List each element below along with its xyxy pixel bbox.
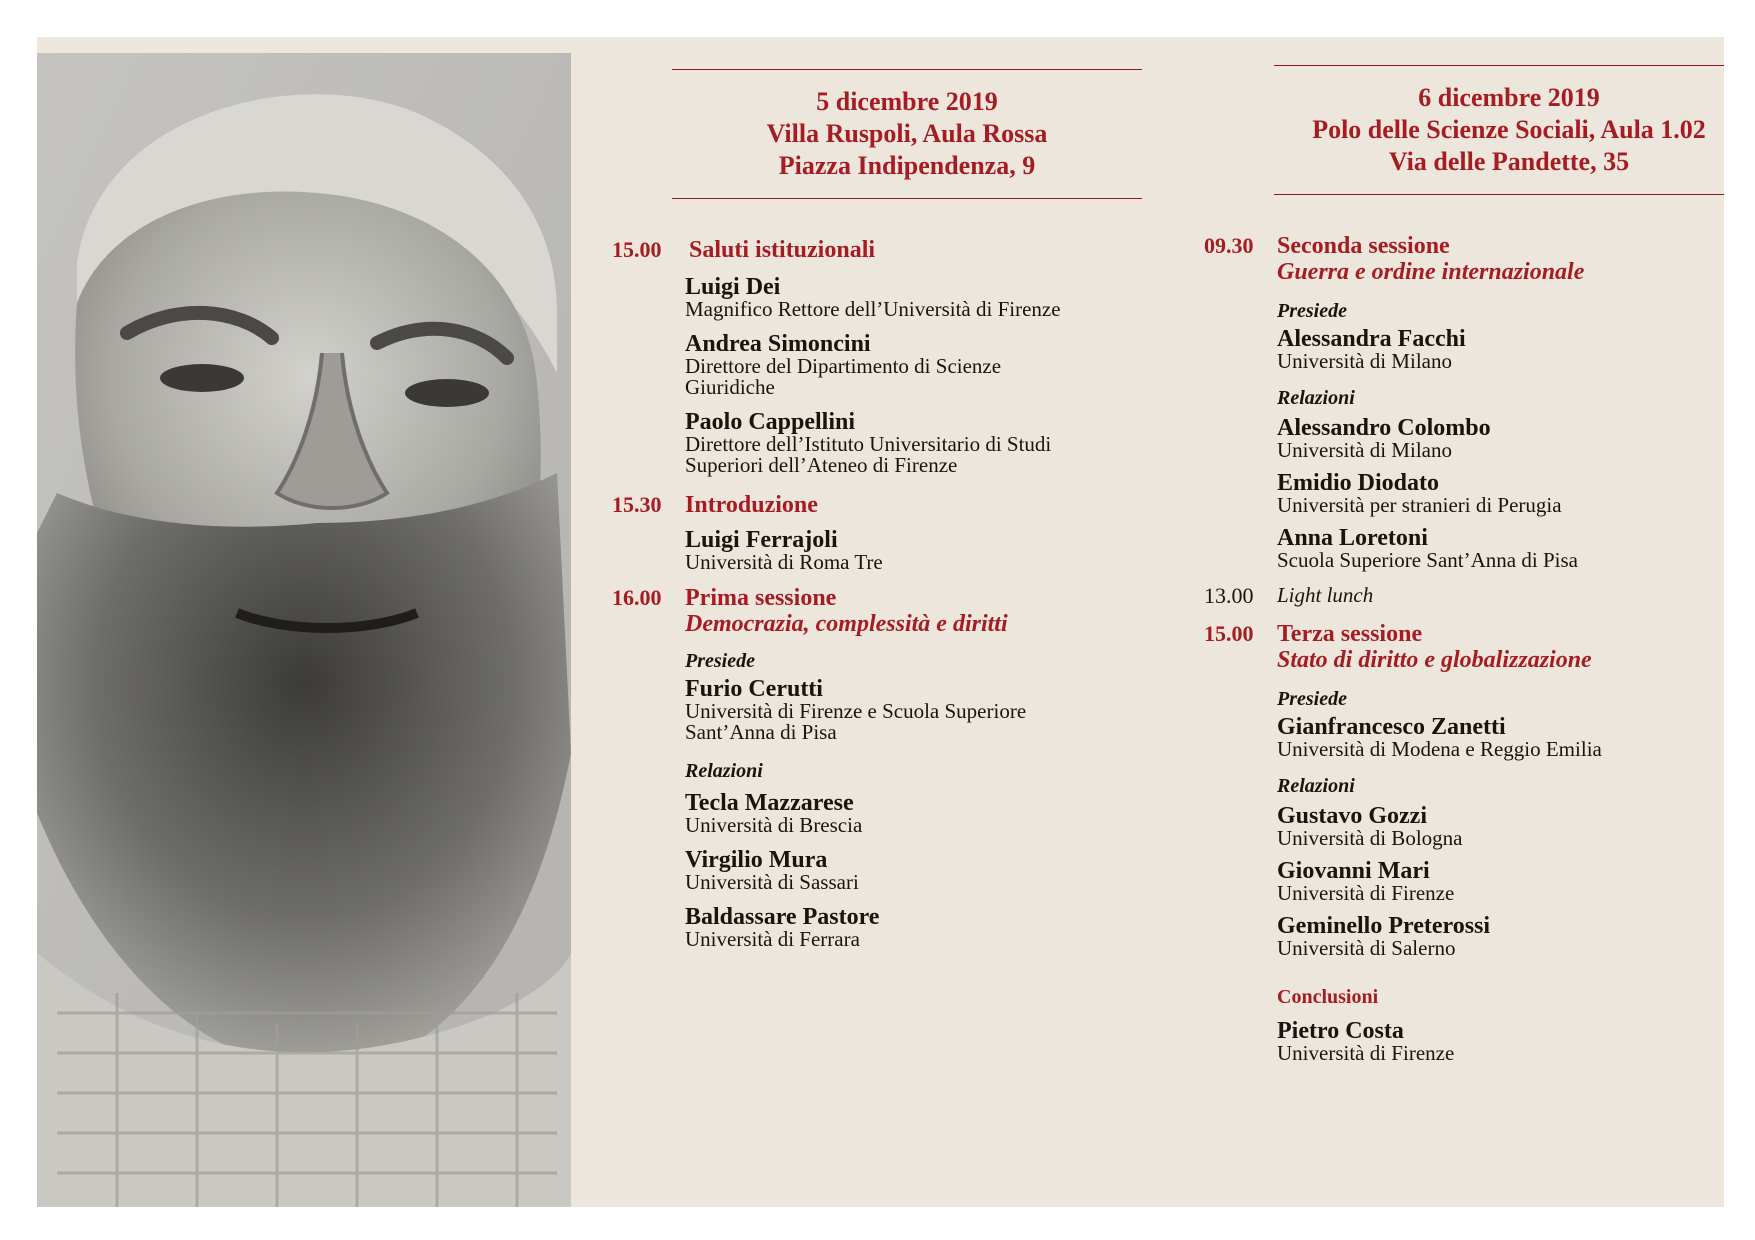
speaker-name: Tecla Mazzarese xyxy=(685,790,854,816)
speaker-affiliation: Direttore dell’Istituto Universitario di Studi Superiori dell’Ateneo di Firenze xyxy=(685,432,1052,477)
prima-subtitle: Democrazia, complessità e diritti xyxy=(685,611,1008,637)
speaker-affiliation: Università di Salerno xyxy=(1277,936,1456,960)
list-item xyxy=(1277,914,1724,959)
day2-column xyxy=(1204,65,1724,1064)
speaker-name: Paolo Cappellini xyxy=(685,409,856,435)
lunch-label: Light lunch xyxy=(1277,583,1374,607)
presiede-label: Presiede xyxy=(1277,300,1347,322)
day1-address: Piazza Indipendenza, 9 xyxy=(778,151,1036,180)
prima-block xyxy=(612,585,1172,950)
speaker-name: Virgilio Mura xyxy=(685,847,828,873)
speaker-name: Gustavo Gozzi xyxy=(1277,803,1427,829)
speaker-name: Luigi Ferrajoli xyxy=(685,527,838,553)
speaker-name: Andrea Simoncini xyxy=(685,331,871,357)
list-item xyxy=(1277,526,1724,571)
day1-column xyxy=(612,69,1172,950)
speaker-affiliation: Università di Firenze e Scuola Superiore Sant’Anna di Pisa xyxy=(685,699,1027,744)
speaker-affiliation: Università di Brescia xyxy=(685,813,863,837)
list-item xyxy=(685,332,1172,398)
list-item xyxy=(685,905,1172,950)
relazioni-label: Relazioni xyxy=(685,760,763,782)
intro-time: 15.30 xyxy=(612,492,662,517)
intro-title: Introduzione xyxy=(685,492,818,518)
relazioni-label: Relazioni xyxy=(1277,775,1355,797)
speaker-affiliation: Scuola Superiore Sant’Anna di Pisa xyxy=(1277,548,1578,572)
speaker-affiliation: Università di Sassari xyxy=(685,870,859,894)
speaker-affiliation: Magnifico Rettore dell’Università di Firenze xyxy=(685,297,1061,321)
speaker-affiliation: Università di Modena e Reggio Emilia xyxy=(1277,737,1602,761)
prima-time: 16.00 xyxy=(612,585,662,610)
speaker-name: Baldassare Pastore xyxy=(685,904,880,930)
speaker-affiliation: Università di Firenze xyxy=(1277,1041,1455,1065)
seconda-subtitle: Guerra e ordine internazionale xyxy=(1277,259,1585,285)
header-rule-bottom xyxy=(672,198,1142,199)
saluti-time: 15.00 xyxy=(612,237,662,262)
speaker-name: Alessandro Colombo xyxy=(1277,415,1491,441)
speaker-affiliation: Università di Ferrara xyxy=(685,927,860,951)
list-item xyxy=(1277,859,1724,904)
program-sheet xyxy=(37,37,1724,1207)
list-item xyxy=(685,410,1172,476)
day1-date: 5 dicembre 2019 xyxy=(816,87,998,116)
speaker-name: Luigi Dei xyxy=(685,274,781,300)
list-item xyxy=(685,275,1172,320)
presiede-label: Presiede xyxy=(1277,688,1347,710)
terza-subtitle: Stato di diritto e globalizzazione xyxy=(1277,647,1592,673)
speaker-affiliation: Università per stranieri di Perugia xyxy=(1277,493,1562,517)
header-rule-bottom xyxy=(1274,194,1724,195)
saluti-block xyxy=(612,237,1172,476)
speaker-affiliation: Università di Milano xyxy=(1277,349,1452,373)
speaker-affiliation: Università di Firenze xyxy=(1277,881,1455,905)
day2-date: 6 dicembre 2019 xyxy=(1418,83,1600,112)
list-item xyxy=(685,848,1172,893)
list-item xyxy=(1277,471,1724,516)
speaker-affiliation: Università di Milano xyxy=(1277,438,1452,462)
speaker-name: Alessandra Facchi xyxy=(1277,326,1466,352)
speaker-name: Anna Loretoni xyxy=(1277,525,1428,551)
seconda-time: 09.30 xyxy=(1204,233,1254,258)
relazioni-label: Relazioni xyxy=(1277,387,1355,409)
saluti-title: Saluti istituzionali xyxy=(689,237,876,263)
speaker-name: Pietro Costa xyxy=(1277,1018,1404,1044)
portrait-photo xyxy=(37,53,571,1207)
prima-title: Prima sessione xyxy=(685,585,837,611)
terza-title: Terza sessione xyxy=(1277,621,1423,647)
seconda-block xyxy=(1204,233,1724,571)
list-item xyxy=(685,791,1172,836)
terza-block xyxy=(1204,621,1724,1064)
day2-address: Via delle Pandette, 35 xyxy=(1388,147,1630,176)
list-item xyxy=(1277,804,1724,849)
portrait-illustration xyxy=(37,53,571,1207)
day1-venue: Villa Ruspoli, Aula Rossa xyxy=(766,119,1048,148)
lunch-block xyxy=(1204,583,1724,607)
speaker-name: Geminello Preterossi xyxy=(1277,913,1491,939)
conclusioni-label: Conclusioni xyxy=(1277,986,1379,1008)
presiede-label: Presiede xyxy=(685,650,755,672)
speaker-name: Giovanni Mari xyxy=(1277,858,1430,884)
intro-block xyxy=(612,492,1172,573)
lunch-time: 13.00 xyxy=(1204,583,1254,608)
speaker-name: Emidio Diodato xyxy=(1277,470,1440,496)
list-item xyxy=(1277,416,1724,461)
speaker-affiliation: Università di Roma Tre xyxy=(685,550,883,574)
day2-venue: Polo delle Scienze Sociali, Aula 1.02 xyxy=(1312,115,1706,144)
speaker-affiliation: Università di Bologna xyxy=(1277,826,1463,850)
speaker-affiliation: Direttore del Dipartimento di Scienze Giuridiche xyxy=(685,354,1002,399)
seconda-title: Seconda sessione xyxy=(1277,233,1450,259)
speaker-name: Gianfrancesco Zanetti xyxy=(1277,714,1506,740)
terza-time: 15.00 xyxy=(1204,621,1254,646)
speaker-name: Furio Cerutti xyxy=(685,676,823,702)
